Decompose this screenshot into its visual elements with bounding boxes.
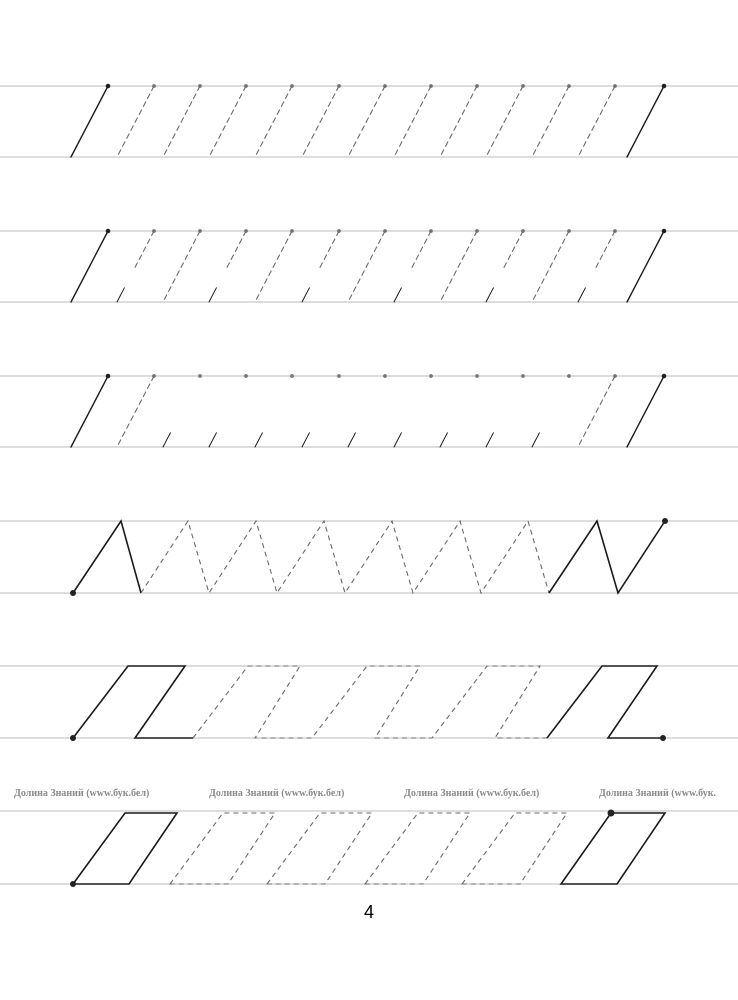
short-slant-stroke bbox=[486, 288, 493, 302]
short-slant-stroke bbox=[209, 288, 216, 302]
page-number: 4 bbox=[363, 902, 374, 922]
solid-parallelogram-start bbox=[73, 666, 193, 738]
start-dot bbox=[475, 374, 479, 378]
short-slant-stroke bbox=[348, 433, 355, 447]
solid-slant-stroke bbox=[71, 86, 108, 157]
start-dot bbox=[608, 810, 615, 817]
solid-slant-stroke bbox=[71, 376, 108, 447]
dashed-slant-stroke bbox=[440, 231, 477, 302]
dashed-slant-stroke bbox=[595, 231, 615, 270]
dashed-slant-stroke bbox=[319, 231, 339, 270]
start-dot bbox=[70, 735, 76, 741]
short-slant-stroke bbox=[302, 288, 309, 302]
short-slant-stroke bbox=[486, 433, 493, 447]
dashed-slant-stroke bbox=[134, 231, 154, 270]
short-slant-stroke bbox=[209, 433, 216, 447]
short-slant-stroke bbox=[302, 433, 309, 447]
dashed-slant-stroke bbox=[163, 86, 200, 157]
dashed-slant-stroke bbox=[348, 231, 385, 302]
start-dot bbox=[70, 881, 76, 887]
dashed-slant-stroke bbox=[532, 231, 569, 302]
dashed-parallelogram bbox=[462, 813, 567, 884]
start-dot bbox=[383, 374, 387, 378]
dashed-slant-stroke bbox=[394, 86, 431, 157]
dashed-slant-stroke bbox=[117, 376, 154, 447]
short-slant-stroke bbox=[532, 433, 539, 447]
start-dot bbox=[70, 590, 76, 596]
dashed-slant-stroke bbox=[255, 86, 292, 157]
watermark-2: Долина Знаний (www.бук.бел) bbox=[209, 788, 345, 799]
solid-parallelogram-end bbox=[547, 666, 663, 738]
short-slant-stroke bbox=[440, 433, 447, 447]
start-dot bbox=[567, 374, 571, 378]
start-dot bbox=[198, 374, 202, 378]
watermark-4: Долина Знаний (www.бук. bbox=[599, 788, 717, 799]
dashed-parallelogram-chain bbox=[193, 666, 547, 738]
solid-parallelogram bbox=[561, 813, 665, 884]
start-dot bbox=[521, 374, 525, 378]
solid-parallelogram bbox=[73, 813, 177, 884]
watermark-1: Долина Знаний (www.бук.бел) bbox=[14, 788, 150, 799]
start-dot bbox=[290, 374, 294, 378]
dashed-zigzag bbox=[141, 521, 549, 593]
dashed-parallelogram bbox=[267, 813, 372, 884]
solid-zigzag-start bbox=[73, 521, 141, 593]
start-dot bbox=[337, 374, 341, 378]
dashed-slant-stroke bbox=[163, 231, 200, 302]
end-dot bbox=[662, 518, 668, 524]
end-dot bbox=[660, 735, 666, 741]
dashed-slant-stroke bbox=[532, 86, 569, 157]
solid-zigzag-end bbox=[549, 521, 665, 593]
dashed-parallelogram bbox=[170, 813, 275, 884]
dashed-slant-stroke bbox=[348, 86, 385, 157]
dashed-slant-stroke bbox=[411, 231, 431, 270]
dashed-slant-stroke bbox=[255, 231, 292, 302]
short-slant-stroke bbox=[394, 288, 401, 302]
short-slant-stroke bbox=[394, 433, 401, 447]
short-slant-stroke bbox=[117, 288, 124, 302]
dashed-parallelogram bbox=[365, 813, 470, 884]
solid-slant-stroke bbox=[627, 86, 664, 157]
short-slant-stroke bbox=[255, 433, 262, 447]
start-dot bbox=[429, 374, 433, 378]
solid-slant-stroke bbox=[627, 376, 664, 447]
dashed-slant-stroke bbox=[226, 231, 246, 270]
start-dot bbox=[244, 374, 248, 378]
solid-slant-stroke bbox=[627, 231, 664, 302]
short-slant-stroke bbox=[163, 433, 170, 447]
short-slant-stroke bbox=[578, 288, 585, 302]
dashed-slant-stroke bbox=[209, 86, 246, 157]
dashed-slant-stroke bbox=[302, 86, 339, 157]
dashed-slant-stroke bbox=[578, 86, 615, 157]
watermark-3: Долина Знаний (www.бук.бел) bbox=[404, 788, 540, 799]
dashed-slant-stroke bbox=[503, 231, 523, 270]
dashed-slant-stroke bbox=[578, 376, 615, 447]
dashed-slant-stroke bbox=[440, 86, 477, 157]
solid-slant-stroke bbox=[71, 231, 108, 302]
dashed-slant-stroke bbox=[117, 86, 154, 157]
dashed-slant-stroke bbox=[486, 86, 523, 157]
